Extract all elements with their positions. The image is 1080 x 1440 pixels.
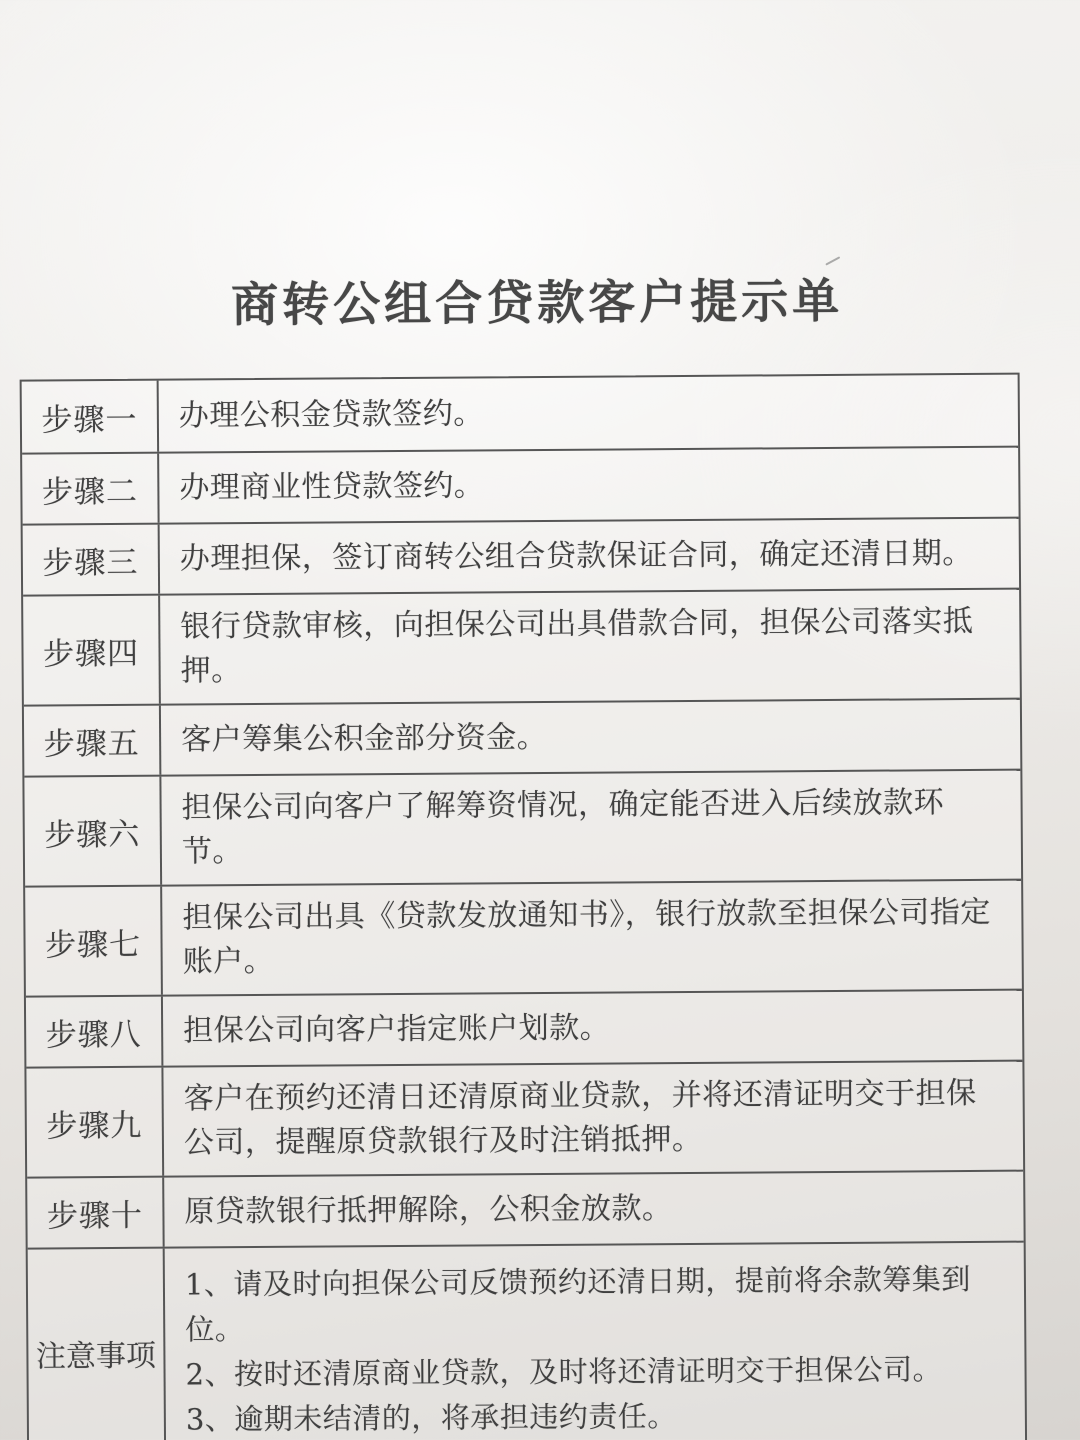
- table-row-step-1: [22, 375, 1018, 453]
- note-line-1: 1、请及时向担保公司反馈预约还清日期，提前将余款筹集到位。: [184, 1262, 971, 1347]
- table-row-step-8: [26, 989, 1022, 1067]
- steps-table: [20, 373, 1028, 1440]
- step-label: 步骤四: [23, 596, 161, 705]
- table-row-step-3: [23, 517, 1019, 595]
- table-row-step-4: [23, 588, 1020, 705]
- step-label: 步骤二: [22, 454, 159, 524]
- table-row-step-6: [24, 769, 1021, 886]
- step-content: 办理公积金贷款签约。: [178, 395, 484, 434]
- notes-content: [165, 1243, 1025, 1440]
- table-row-step-7: [25, 879, 1022, 996]
- notes-label: 注意事项: [28, 1249, 166, 1440]
- step-content: 客户筹集公积金部分资金。: [181, 719, 548, 758]
- table-row-step-2: [22, 446, 1018, 524]
- note-line-2: 2、按时还清原商业贷款，及时将还清证明交于担保公司。: [185, 1352, 943, 1392]
- step-label: 步骤一: [22, 381, 159, 453]
- step-content: 办理担保，签订商转公组合贷款保证合同，确定还清日期。: [179, 535, 973, 577]
- table-row-step-5: [24, 698, 1020, 776]
- step-content: 担保公司向客户了解筹资情况，确定能否进入后续放款环节。: [181, 785, 945, 870]
- step-label: 步骤七: [25, 887, 163, 996]
- step-content: 担保公司出具《贷款发放通知书》，银行放款至担保公司指定账户。: [182, 894, 991, 980]
- document-title: 商转公组合贷款客户提示单: [230, 273, 844, 334]
- step-label: 步骤三: [23, 525, 160, 595]
- step-content: 担保公司向客户指定账户划款。: [183, 1010, 611, 1048]
- step-label: 步骤八: [26, 997, 163, 1067]
- step-label: 步骤六: [24, 777, 162, 886]
- table-row-step-10: [27, 1170, 1023, 1248]
- step-content: 客户在预约还清日还清原商业贷款，并将还清证明交于担保公司，提醒原贷款银行及时注销抵押。: [183, 1075, 977, 1161]
- note-line-3: 3、逾期未结清的，将承担违约责任。: [185, 1399, 677, 1437]
- step-content: 原贷款银行抵押解除，公积金放款。: [184, 1190, 673, 1229]
- table-row-notes: [28, 1241, 1025, 1440]
- step-label: 步骤九: [26, 1068, 164, 1177]
- step-content: 办理商业性贷款签约。: [179, 467, 485, 506]
- table-row-step-9: [26, 1060, 1023, 1177]
- step-content: 银行贷款审核，向担保公司出具借款合同，担保公司落实抵押。: [180, 603, 974, 689]
- step-label: 步骤五: [24, 706, 161, 776]
- step-label: 步骤十: [27, 1178, 164, 1248]
